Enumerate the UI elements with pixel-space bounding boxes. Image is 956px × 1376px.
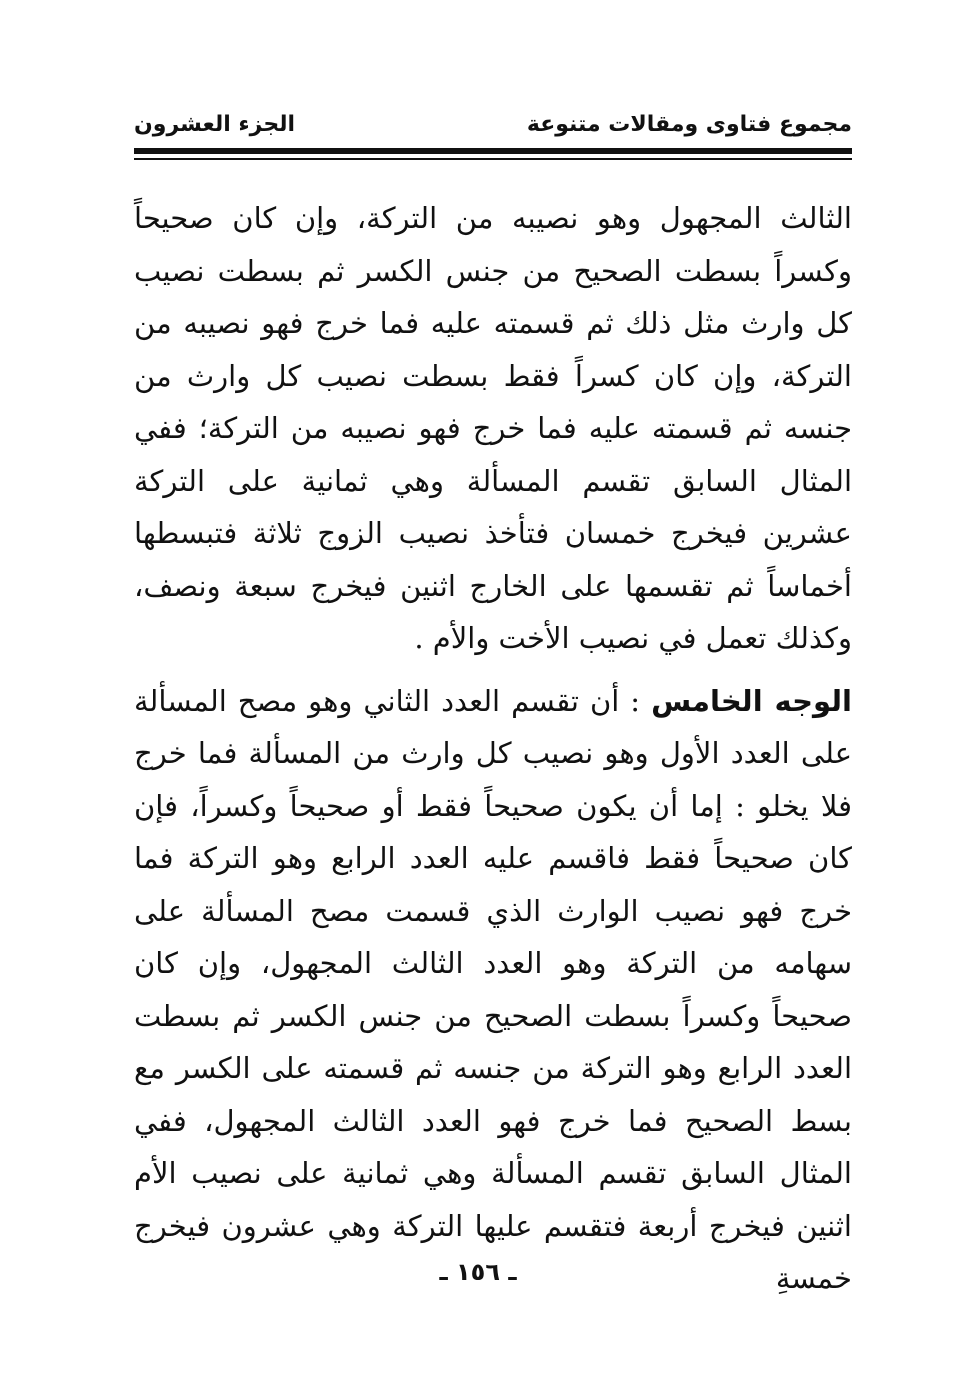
header-rule-thin (134, 158, 852, 160)
book-title: مجموع فتاوى ومقالات متنوعة (526, 111, 852, 137)
body-text (134, 192, 852, 1305)
paragraph-2-lead: الوجه الخامس (651, 683, 852, 718)
paragraph-2-text: : أن تقسم العدد الثاني وهو مصح المسألة على العدد الأول وهو نصيب كل وارث من المسألة فما خرج فلا يخلو : إما أن يكون صحيحاً فقط أو صحيحاً وكسراً، فإن كان صحيحاً فقط فاقسم عليه العدد الرابع وهو التركة فما خرج فهو نصيب الوارث الذي قسمت مصح المسألة على سهامه من التركة وهو العدد الثالث المجهول، وإن كان صحيحاً وكسراً بسطت الصحيح من جنس الكسر ثم بسطت العدد الرابع وهو التركة من جنسه ثم قسمته على الكسر مع بسط الصحيح فما خرج فهو العدد الثالث المجهول، ففي المثال السابق تقسم المسألة وهي ثمانية على نصيب الأم اثنين فيخرج أربعة فتقسم عليها التركة وهي عشرون فيخرج خمسةِ (134, 683, 852, 1295)
paragraph-2 (134, 675, 852, 1305)
volume-label: الجزء العشرون (134, 111, 295, 137)
page-number: ـ ١٥٦ ـ (439, 1258, 517, 1286)
header-rule-thick (134, 148, 852, 154)
paragraph-1: الثالث المجهول وهو نصيبه من التركة، وإن كان صحيحاً وكسراً بسطت الصحيح من جنس الكسر ثم بسطت نصيب كل وارث مثل ذلك ثم قسمته عليه فما خرج فهو نصيبه من التركة، وإن كان كسراً فقط بسطت نصيب كل وارث من جنسه ثم قسمته عليه فما خرج فهو نصيبه من التركة؛ ففي المثال السابق تقسم المسألة وهي ثمانية على التركة عشرين فيخرج خمسان فتأخذ نصيب الزوج ثلاثة فتبسطها أخماساً ثم تقسمها على الخارج اثنين فيخرج سبعة ونصف، وكذلك تعمل في نصيب الأخت والأم . (134, 201, 852, 655)
running-header (134, 104, 852, 144)
